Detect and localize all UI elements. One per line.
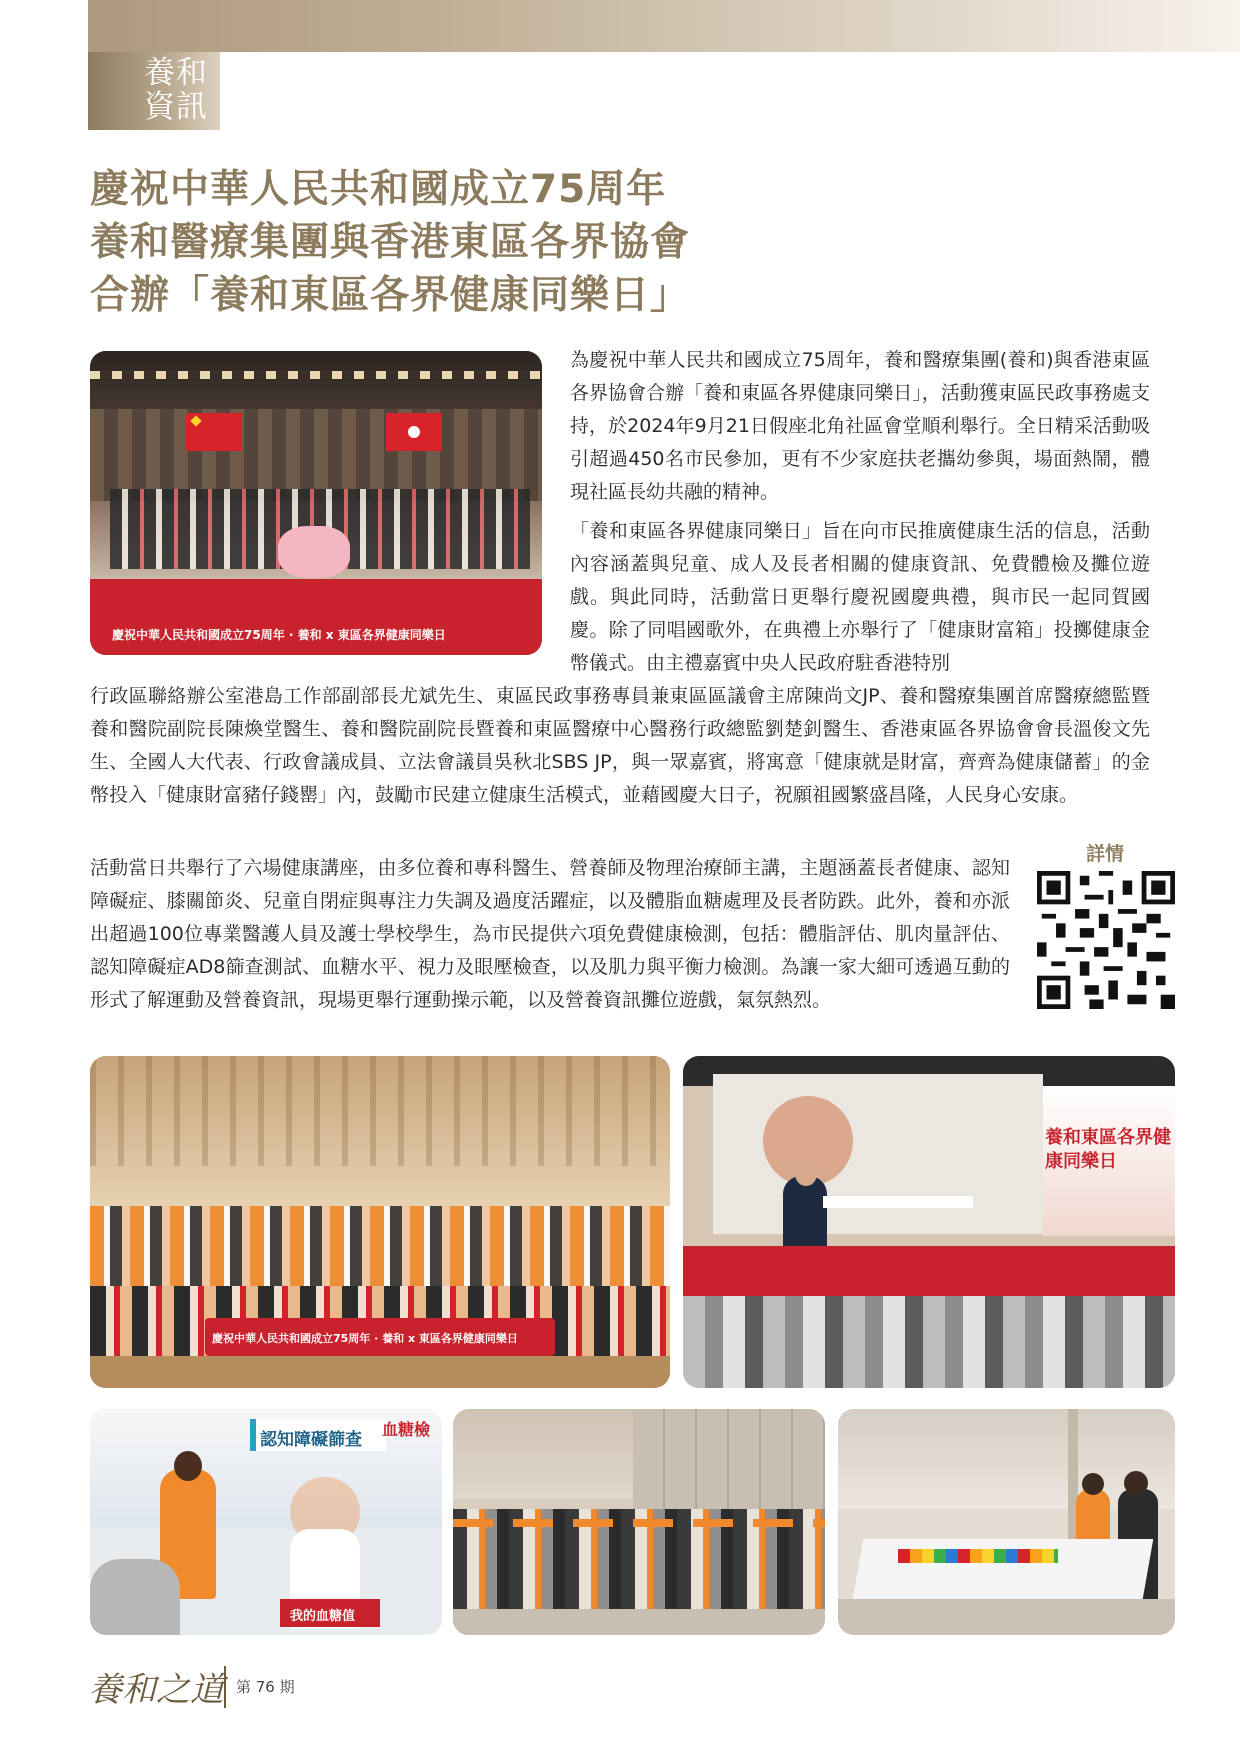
photo-nutrition-booth xyxy=(838,1409,1175,1635)
article-headline xyxy=(90,163,990,322)
photo-exercise-demo xyxy=(453,1409,825,1635)
paragraph-ceremony-part1: 「養和東區各界健康同樂日」旨在向市民推廣健康生活的信息，活動內容涵蓋與兒童、成人及長者相關的健康資訊、免費體檢及攤位遊戲。與此同時，活動當日更舉行慶祝國慶典禮，與市民一起同賀國慶。除了同唱國歌外，在典禮上亦舉行了「健康財富箱」投擲健康金幣儀式。由主禮嘉賓中央人民政府駐香港特別 xyxy=(570,520,1150,674)
piggy-bank xyxy=(278,526,350,578)
qr-code[interactable] xyxy=(1037,871,1175,1009)
screening-board-text: 認知障礙篩查 xyxy=(260,1430,362,1450)
paragraph-talks: 活動當日共舉行了六場健康講座，由多位養和專科醫生、營養師及物理治療師主講，主題涵蓋長者健康、認知障礙症、膝關節炎、兒童自閉症與專注力失調及過度活躍症，以及體脂血糖處理及長者防跌。此外，養和亦派出超過100位專業醫護人員及護士學校學生，為市民提供六項免費健康檢測，包括：體脂評估、肌肉量評估、認知障礙症AD8篩查測試、血糖水平、視力及眼壓檢查，以及肌力與平衡力檢測。為讓一家大細可透過互動的形式了解運動及營養資訊，現場更舉行運動操示範，以及營養資訊攤位遊戲，氣氛熱烈。 xyxy=(90,857,1010,1011)
qr-label: 詳情 xyxy=(1086,843,1125,865)
footer-logo: 養和之道 xyxy=(88,1670,224,1710)
projector-screen xyxy=(713,1074,1043,1234)
hall-screen-text: 養和東區各界健康同樂日 xyxy=(1045,1127,1171,1172)
group-banner-text: 慶祝中華人民共和國成立75周年 · 養和 x 東區各界健康同樂日 xyxy=(212,1332,518,1345)
blood-sugar-board-text: 血糖檢 xyxy=(382,1420,431,1439)
photo-group-hall xyxy=(90,1056,670,1388)
section-tag-label: 養和資訊 xyxy=(144,55,208,125)
header-band xyxy=(0,0,1240,52)
footer-divider xyxy=(224,1666,226,1708)
headline-line-2: 養和醫療集團與香港東區各界協會 xyxy=(90,220,691,265)
blood-sugar-sign-text: 我的血糖值 xyxy=(290,1609,356,1624)
stage-banner-text: 慶祝中華人民共和國成立75周年 · 養和 x 東區各界健康同樂日 xyxy=(112,628,446,642)
section-tag xyxy=(88,52,220,130)
footer-issue-number: 第 76 期 xyxy=(236,1678,295,1696)
photo-screening-booth xyxy=(90,1409,442,1635)
headline-line-3: 合辦「養和東區各界健康同樂日」 xyxy=(90,273,691,318)
paragraph-ceremony-part2: 行政區聯絡辦公室港島工作部副部長尤斌先生、東區民政事務專員兼東區區議會主席陳尚文JP、養和醫療集團首席醫療總監暨養和醫院副院長陳煥堂醫生、養和醫院副院長暨養和東區醫療中心醫務行政總監劉楚釗醫生、香港東區各界協會會長溫俊文先生、全國人大代表、行政會議成員、立法會議員吳秋北SBS JP，與一眾嘉賓，將寓意「健康就是財富，齊齊為健康儲蓄」的金幣投入「健康財富豬仔錢罌」內，鼓勵市民建立健康生活模式，並藉國慶大日子，祝願祖國繁盛昌隆，人民身心安康。 xyxy=(90,685,1150,806)
paragraph-intro: 為慶祝中華人民共和國成立75周年，養和醫療集團(養和)與香港東區各界協會合辦「養和東區各界健康同樂日」，活動獲東區民政事務處支持，於2024年9月21日假座北角社區會堂順利舉行。全日精采活動吸引超過450名市民參加，更有不少家庭扶老攜幼參與，場面熱鬧，體現社區長幼共融的精神。 xyxy=(570,349,1150,503)
photo-health-talk xyxy=(683,1056,1175,1388)
header-band-gap xyxy=(0,0,88,52)
headline-line-1: 慶祝中華人民共和國成立75周年 xyxy=(90,167,667,212)
photo-stage-ceremony xyxy=(90,351,542,655)
